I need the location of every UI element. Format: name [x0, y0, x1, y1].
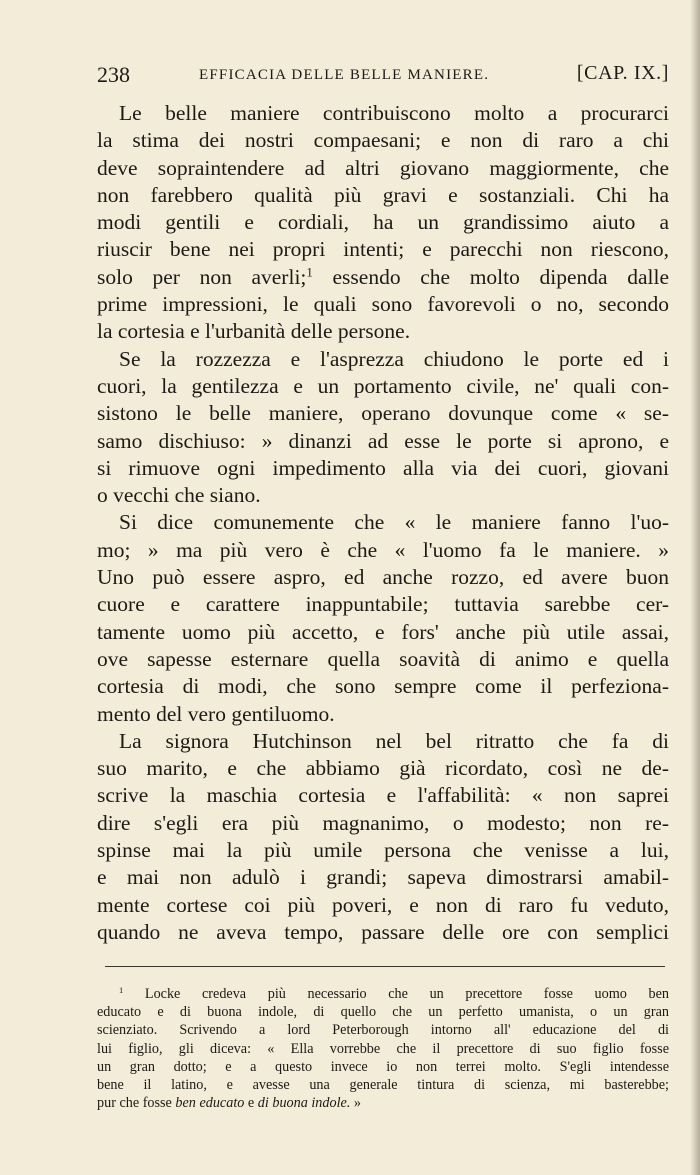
footnote-line: lui figlio, gli diceva: « Ella vorrebbe che il precettore di suo figlio fosse — [97, 1040, 669, 1057]
text-fragment: » — [353, 1095, 362, 1112]
footnote-block — [97, 985, 669, 1112]
page-number: 238 — [97, 62, 130, 87]
footnote-line: educato e di buona indole, di quello che un perfetto umanista, o un gran — [97, 1004, 669, 1021]
text-line: la cortesia e l'urbanità delle persone. — [97, 319, 411, 344]
text-line: dire s'egli era più magnanimo, o modesto; non re- — [97, 810, 669, 835]
text-line: suo marito, e che abbiamo già ricordato, così ne de- — [97, 756, 669, 781]
text-fragment: pur che fosse — [97, 1095, 172, 1112]
text-fragment: solo per non averli; — [97, 264, 307, 289]
text-line: Le belle maniere contribuiscono molto a procurarci — [119, 101, 669, 125]
text-line: Uno può essere aspro, ed anche rozzo, ed avere buon — [97, 565, 669, 590]
text-line: ove sapesse esternare quella soavità di animo e quella — [97, 646, 669, 671]
page-edge-shadow — [690, 0, 700, 1175]
footnote-divider — [105, 966, 665, 967]
text-line: scrive la maschia cortesia e l'affabilità: « non saprei — [97, 783, 669, 808]
text-line: Si dice comunemente che « le maniere fanno l'uo- — [119, 510, 669, 535]
text-fragment: e — [247, 1095, 255, 1112]
footnote-line — [97, 985, 669, 1003]
text-line: mento del vero gentiluomo. — [97, 701, 335, 726]
text-line: modi gentili e cordiali, ha un grandissimo aiuto a — [97, 210, 669, 235]
italic-text: ben educato — [175, 1095, 245, 1112]
text-line: deve sopraintendere ad altri giovano maggiormente, che — [97, 155, 669, 180]
text-line: samo dischiuso: » dinanzi ad esse le porte si aprono, e — [97, 428, 669, 453]
text-line: quando ne aveva tempo, passare delle ore con semplici — [97, 919, 669, 944]
text-fragment: Locke credeva più necessario che un precettore fosse uomo ben — [144, 986, 670, 1002]
footnote-reference: 1 — [306, 265, 313, 280]
text-line: cortesia di modi, che sono sempre come il perfeziona- — [97, 674, 669, 699]
text-line: cuore e carattere inappuntabile; tuttavia sarebbe cer- — [97, 592, 669, 617]
footnote-line: bene il latino, e avesse una generale tintura di scienza, mi basterebbe; — [97, 1076, 669, 1093]
text-line: Se la rozzezza e l'asprezza chiudono le porte ed i — [119, 346, 669, 371]
text-line: riuscir bene nei propri intenti; e parecchi non riescono, — [97, 237, 669, 262]
running-header — [97, 62, 669, 92]
italic-text: di buona indole. — [257, 1095, 351, 1112]
main-text — [97, 100, 669, 946]
text-line: e mai non adulò i grandi; sapeva dimostrarsi amabil- — [97, 865, 669, 890]
text-line: mente cortese coi più poveri, e non di raro fu veduto, — [97, 892, 669, 917]
text-line: o vecchi che siano. — [97, 483, 261, 508]
footnote-line: un gran dotto; e a questo invece io non terrei molto. S'egli intendesse — [97, 1058, 669, 1075]
text-line: La signora Hutchinson nel bel ritratto che fa di — [119, 728, 669, 753]
footnote-line — [97, 1094, 669, 1112]
text-line: cuori, la gentilezza e un portamento civile, ne' quali con- — [97, 373, 669, 398]
text-line: prime impressioni, le quali sono favorevoli o no, secondo — [97, 292, 669, 317]
running-title: EFFICACIA DELLE BELLE MANIERE. — [199, 67, 490, 83]
text-line: non farebbero qualità più gravi e sostanziali. Chi ha — [97, 182, 669, 207]
text-line: mo; » ma più vero è che « l'uomo fa le maniere. » — [97, 537, 669, 562]
chapter-label: [CAP. IX.] — [576, 62, 669, 84]
footnote-marker: 1 — [119, 984, 124, 995]
footnote-line: scienziato. Scrivendo a lord Peterborough intorno all' educazione del di — [97, 1022, 669, 1039]
text-line-with-footnote-ref — [97, 264, 669, 291]
text-fragment: essendo che molto dipenda dalle — [332, 264, 670, 289]
text-line: sistono le belle maniere, operano dovunque come « se- — [97, 401, 669, 426]
text-line: tamente uomo più accetto, e fors' anche più utile assai, — [97, 619, 669, 644]
text-line: si rimuove ogni impedimento alla via dei cuori, giovani — [97, 455, 669, 480]
text-line: la stima dei nostri compaesani; e non di raro a chi — [97, 128, 669, 153]
text-line: spinse mai la più umile persona che venisse a lui, — [97, 838, 669, 863]
